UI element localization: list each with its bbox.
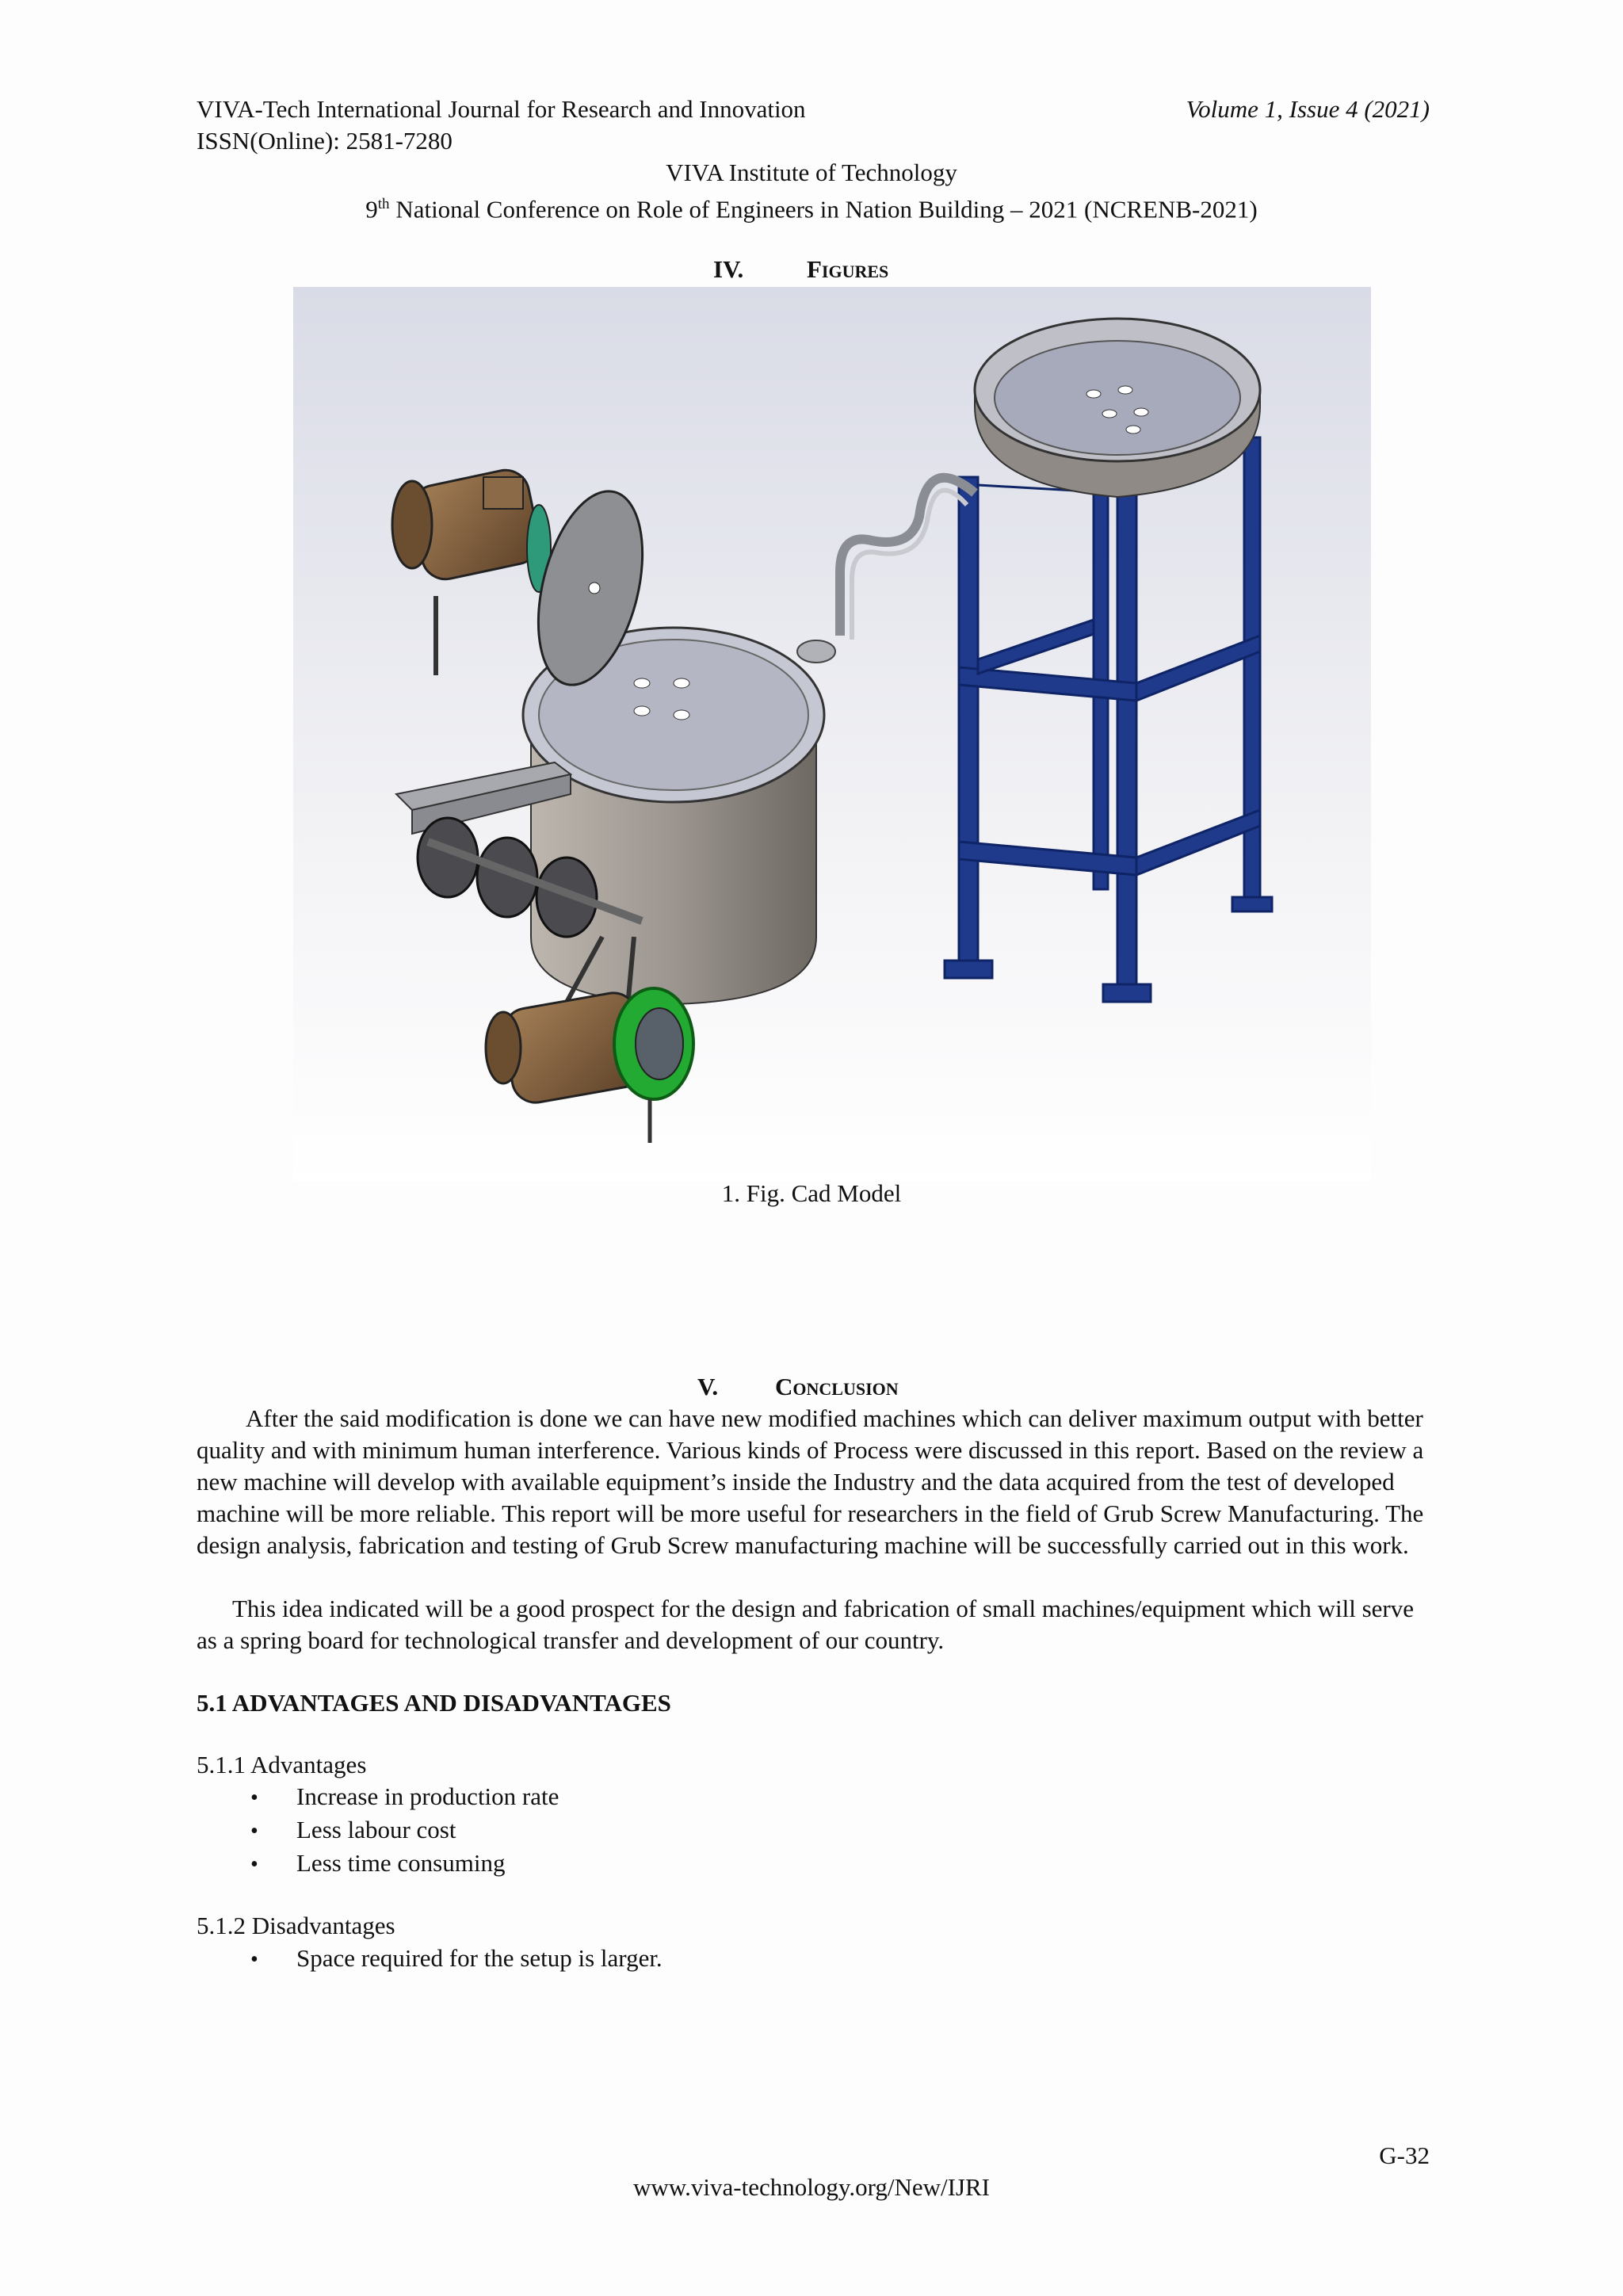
bullet-icon: • <box>250 1819 258 1843</box>
section-number-conclusion: V. <box>697 1373 719 1400</box>
section-title-figures: Figures <box>807 255 889 283</box>
list-item: • Increase in production rate <box>250 1781 559 1814</box>
figure-caption: 1. Fig. Cad Model <box>721 1179 902 1207</box>
section-title-conclusion: Conclusion <box>775 1373 899 1400</box>
institute-name: VIVA Institute of Technology <box>666 159 957 186</box>
list-item: • Less labour cost <box>250 1814 456 1847</box>
section-number-figures: IV. <box>713 255 744 283</box>
bullet-icon: • <box>250 1852 258 1877</box>
bullet-icon: • <box>250 1947 258 1972</box>
conclusion-paragraph-2: This idea indicated will be a good prospect for the design and fabrication of small machines/equipment which will serve as a spring board for technological transfer and development of our country. <box>197 1595 1415 1654</box>
advantages-heading: 5.1.1 Advantages <box>197 1751 367 1778</box>
footer-url[interactable]: www.viva-technology.org/New/IJRI <box>633 2173 990 2201</box>
subsection-title: 5.1 ADVANTAGES AND DISADVANTAGES <box>197 1689 671 1717</box>
bullet-icon: • <box>250 1786 258 1810</box>
list-item: • Space required for the setup is larger. <box>250 1943 663 1976</box>
issn: ISSN(Online): 2581-7280 <box>197 127 453 155</box>
page-number: G-32 <box>1379 2141 1430 2169</box>
conference-name: 9th National Conference on Role of Engineers in Nation Building – 2021 (NCRENB-2021) <box>365 195 1258 223</box>
hopper-bowl <box>975 319 1260 497</box>
chute-outlet <box>797 640 835 663</box>
list-item: • Less time consuming <box>250 1847 505 1881</box>
journal-name: VIVA-Tech International Journal for Research and Innovation <box>197 95 806 123</box>
disadvantages-heading: 5.1.2 Disadvantages <box>197 1912 395 1939</box>
volume-issue: Volume 1, Issue 4 (2021) <box>1186 95 1430 123</box>
cad-model-figure <box>293 287 1371 1181</box>
conclusion-paragraph-1: After the said modification is done we can have new modified machines which can deliver maximum output with better quality and with minimum human interference. Various kinds of Process were discussed in this report. Based on the review a new machine will develop with available equipment’s inside the Industry and the data acquired from the test of developed machine will be more reliable. This report will be more useful for researchers in the field of Grub Screw Manufacturing. The design analysis, fabrication and testing of Grub Screw manufacturing machine will be successfully carried out in this work. <box>197 1404 1424 1559</box>
